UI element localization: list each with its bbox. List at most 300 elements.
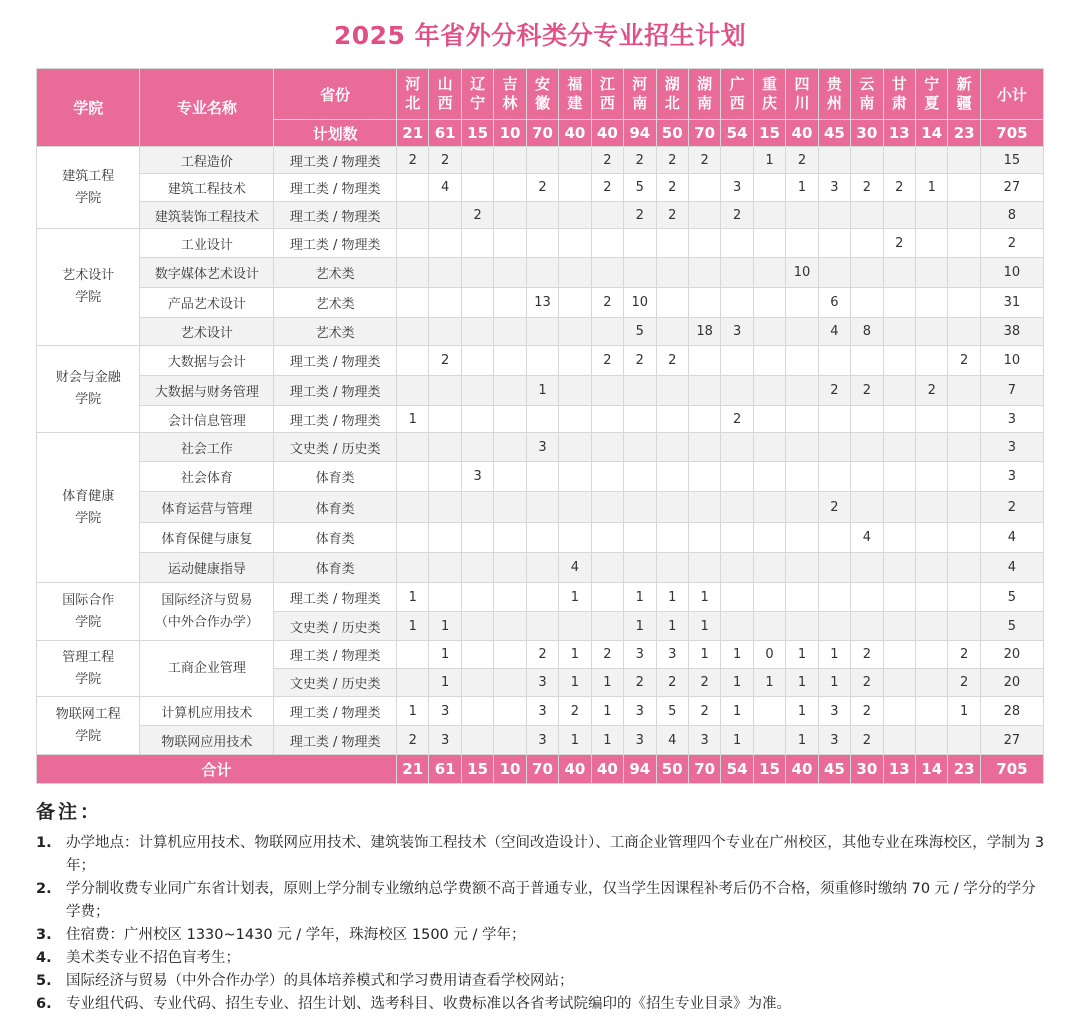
plan-cell	[429, 583, 461, 612]
plan-cell: 1	[624, 583, 656, 612]
plan-cell	[883, 376, 915, 406]
plan-cell: 1	[559, 583, 591, 612]
plan-cell	[656, 492, 688, 523]
plan-cell: 1	[688, 641, 720, 669]
major-name: 运动健康指导	[140, 553, 274, 583]
plan-cell	[786, 318, 818, 346]
note-text: 学分制收费专业同广东省计划表，原则上学分制专业缴纳总学费额不高于普通专业，仅当学生因课程补考后仍不合格，须重修时缴纳 70 元 / 学分的学分学费；	[66, 881, 1036, 920]
total-cell: 14	[916, 755, 948, 784]
plan-cell	[624, 553, 656, 583]
plan-cell: 3	[526, 669, 558, 697]
plan-cell	[461, 726, 493, 755]
row-subtotal: 5	[980, 612, 1043, 641]
plan-cell	[818, 523, 850, 553]
plan-cell: 1	[721, 641, 753, 669]
header-province	[818, 69, 850, 120]
plan-cell	[494, 288, 526, 318]
header-plan-count: 13	[883, 120, 915, 147]
province-char: 南	[632, 94, 648, 112]
plan-cell: 2	[397, 726, 429, 755]
header-plan-count: 54	[721, 120, 753, 147]
header-province	[624, 69, 656, 120]
header-province	[753, 69, 785, 120]
plan-cell	[688, 523, 720, 553]
plan-cell	[429, 406, 461, 433]
plan-cell	[559, 318, 591, 346]
plan-cell: 2	[851, 376, 883, 406]
province-char: 安	[534, 75, 550, 93]
plan-cell: 2	[688, 147, 720, 174]
plan-cell	[753, 318, 785, 346]
plan-cell	[559, 288, 591, 318]
province-char: 江	[599, 75, 615, 93]
plan-cell: 2	[948, 641, 980, 669]
table-row	[37, 462, 1044, 492]
province-char: 新	[956, 75, 972, 93]
plan-cell: 1	[721, 697, 753, 726]
plan-cell: 2	[559, 697, 591, 726]
header-province	[916, 69, 948, 120]
plan-cell: 2	[851, 726, 883, 755]
plan-cell	[916, 258, 948, 288]
plan-cell: 2	[591, 147, 623, 174]
plan-cell	[688, 462, 720, 492]
plan-cell: 3	[429, 697, 461, 726]
plan-cell	[721, 612, 753, 641]
plan-cell	[948, 202, 980, 229]
plan-cell	[948, 583, 980, 612]
table-row	[37, 641, 1044, 669]
plan-cell	[526, 346, 558, 376]
plan-cell	[397, 433, 429, 462]
plan-cell	[883, 697, 915, 726]
plan-cell	[688, 433, 720, 462]
subject-category: 艺术类	[274, 288, 397, 318]
plan-cell	[397, 492, 429, 523]
plan-cell: 2	[656, 147, 688, 174]
row-subtotal: 7	[980, 376, 1043, 406]
major-name: 建筑装饰工程技术	[140, 202, 274, 229]
plan-cell	[461, 697, 493, 726]
plan-cell	[429, 318, 461, 346]
major-name: 工程造价	[140, 147, 274, 174]
plan-cell: 1	[786, 641, 818, 669]
row-subtotal: 10	[980, 346, 1043, 376]
plan-cell: 3	[721, 318, 753, 346]
header-plan-count: 61	[429, 120, 461, 147]
header-plan-count: 23	[948, 120, 980, 147]
plan-cell	[494, 523, 526, 553]
province-char: 建	[567, 94, 583, 112]
plan-cell	[591, 229, 623, 258]
plan-cell	[559, 492, 591, 523]
plan-cell	[397, 202, 429, 229]
plan-cell	[591, 433, 623, 462]
notes-list	[36, 832, 1048, 1016]
province-char: 山	[437, 75, 453, 93]
note-number: 4.	[36, 950, 52, 966]
plan-cell: 3	[818, 697, 850, 726]
plan-cell: 1	[397, 697, 429, 726]
plan-cell	[461, 492, 493, 523]
table-row	[37, 376, 1044, 406]
plan-cell	[461, 523, 493, 553]
plan-cell	[851, 147, 883, 174]
plan-cell	[429, 433, 461, 462]
plan-cell	[397, 462, 429, 492]
header-plan-count: 94	[624, 120, 656, 147]
plan-cell	[883, 202, 915, 229]
province-char: 南	[859, 94, 875, 112]
subject-category: 体育类	[274, 492, 397, 523]
plan-cell	[721, 523, 753, 553]
row-subtotal: 4	[980, 523, 1043, 553]
plan-cell	[948, 258, 980, 288]
plan-cell	[688, 258, 720, 288]
plan-cell	[461, 346, 493, 376]
plan-cell: 4	[851, 523, 883, 553]
province-char: 宁	[470, 94, 486, 112]
plan-cell	[948, 612, 980, 641]
plan-cell: 2	[429, 147, 461, 174]
plan-cell: 10	[624, 288, 656, 318]
plan-cell	[656, 258, 688, 288]
plan-cell	[753, 726, 785, 755]
province-char: 庆	[762, 94, 778, 112]
plan-cell: 3	[429, 726, 461, 755]
plan-cell	[429, 202, 461, 229]
subject-category: 理工类 / 物理类	[274, 174, 397, 202]
header-province	[851, 69, 883, 120]
plan-cell	[883, 492, 915, 523]
header-province	[429, 69, 461, 120]
plan-cell: 1	[688, 612, 720, 641]
plan-cell: 1	[656, 612, 688, 641]
row-subtotal: 27	[980, 174, 1043, 202]
plan-cell	[494, 376, 526, 406]
plan-cell: 1	[429, 641, 461, 669]
plan-cell	[656, 406, 688, 433]
row-subtotal: 20	[980, 641, 1043, 669]
note-number: 3.	[36, 927, 52, 943]
plan-cell	[883, 462, 915, 492]
plan-cell	[559, 147, 591, 174]
plan-cell: 1	[429, 669, 461, 697]
college-name: 国际合作 学院	[37, 583, 140, 641]
province-char: 河	[405, 75, 421, 93]
header-province	[526, 69, 558, 120]
header-plan-count: 15	[461, 120, 493, 147]
plan-cell	[461, 174, 493, 202]
plan-cell	[591, 318, 623, 346]
plan-cell	[656, 288, 688, 318]
province-char: 福	[567, 75, 583, 93]
note-item	[36, 878, 1048, 924]
plan-cell	[916, 583, 948, 612]
total-cell: 15	[753, 755, 785, 784]
plan-cell	[559, 258, 591, 288]
plan-cell	[786, 229, 818, 258]
plan-cell	[916, 462, 948, 492]
plan-cell	[559, 433, 591, 462]
plan-cell	[688, 229, 720, 258]
plan-cell	[916, 726, 948, 755]
plan-cell: 2	[916, 376, 948, 406]
plan-cell: 2	[591, 288, 623, 318]
major-name: 产品艺术设计	[140, 288, 274, 318]
major-name: 物联网应用技术	[140, 726, 274, 755]
plan-cell	[397, 553, 429, 583]
plan-cell	[559, 612, 591, 641]
total-cell: 15	[461, 755, 493, 784]
plan-cell	[721, 288, 753, 318]
plan-cell	[397, 346, 429, 376]
plan-cell	[526, 229, 558, 258]
header-province	[559, 69, 591, 120]
plan-cell: 1	[818, 641, 850, 669]
plan-cell	[656, 462, 688, 492]
plan-cell	[916, 229, 948, 258]
major-name: 数字媒体艺术设计	[140, 258, 274, 288]
total-cell: 40	[786, 755, 818, 784]
plan-cell	[818, 229, 850, 258]
province-char: 湖	[697, 75, 713, 93]
plan-cell	[753, 697, 785, 726]
note-text: 专业组代码、专业代码、招生专业、招生计划、选考科目、收费标准以各省考试院编印的《招生专业目录》为准。	[66, 996, 791, 1012]
plan-cell: 2	[656, 669, 688, 697]
plan-cell: 2	[721, 406, 753, 433]
plan-cell	[948, 318, 980, 346]
plan-cell	[494, 406, 526, 433]
plan-cell	[786, 612, 818, 641]
major-name: 体育运营与管理	[140, 492, 274, 523]
plan-cell: 1	[721, 669, 753, 697]
college-name: 管理工程 学院	[37, 641, 140, 697]
province-char: 广	[729, 75, 745, 93]
province-char: 辽	[470, 75, 486, 93]
plan-cell	[818, 612, 850, 641]
plan-cell	[624, 462, 656, 492]
plan-cell	[948, 147, 980, 174]
plan-cell: 2	[526, 174, 558, 202]
plan-cell: 3	[526, 433, 558, 462]
plan-cell: 2	[656, 202, 688, 229]
header-plan-count: 45	[818, 120, 850, 147]
plan-cell: 3	[461, 462, 493, 492]
subject-category: 艺术类	[274, 258, 397, 288]
row-subtotal: 2	[980, 229, 1043, 258]
plan-cell	[461, 258, 493, 288]
plan-cell: 1	[591, 669, 623, 697]
plan-cell	[591, 612, 623, 641]
plan-cell: 1	[948, 697, 980, 726]
header-plan-count: 70	[526, 120, 558, 147]
plan-cell	[429, 492, 461, 523]
plan-cell: 2	[948, 669, 980, 697]
plan-cell: 10	[786, 258, 818, 288]
plan-cell	[494, 583, 526, 612]
subject-category: 文史类 / 历史类	[274, 669, 397, 697]
table-row	[37, 147, 1044, 174]
plan-cell	[526, 258, 558, 288]
plan-cell	[851, 553, 883, 583]
total-cell: 70	[688, 755, 720, 784]
college-name: 财会与金融 学院	[37, 346, 140, 433]
plan-cell	[916, 147, 948, 174]
table-row	[37, 202, 1044, 229]
plan-cell	[786, 492, 818, 523]
header-province	[494, 69, 526, 120]
plan-cell: 1	[624, 612, 656, 641]
plan-cell	[851, 288, 883, 318]
plan-cell	[429, 462, 461, 492]
enrollment-plan-table	[36, 68, 1044, 784]
plan-cell	[753, 433, 785, 462]
plan-cell: 2	[429, 346, 461, 376]
plan-cell	[753, 612, 785, 641]
plan-cell	[753, 346, 785, 376]
table-row	[37, 433, 1044, 462]
plan-cell	[526, 583, 558, 612]
plan-cell: 2	[688, 697, 720, 726]
table-row	[37, 258, 1044, 288]
table-row	[37, 697, 1044, 726]
plan-cell	[526, 202, 558, 229]
subject-category: 艺术类	[274, 318, 397, 346]
plan-cell	[851, 583, 883, 612]
plan-cell	[818, 553, 850, 583]
note-number: 5.	[36, 973, 52, 989]
plan-cell: 4	[656, 726, 688, 755]
plan-cell	[786, 202, 818, 229]
plan-cell	[688, 492, 720, 523]
plan-cell: 2	[624, 669, 656, 697]
plan-cell	[624, 492, 656, 523]
total-cell: 94	[624, 755, 656, 784]
plan-cell	[948, 376, 980, 406]
plan-cell	[786, 583, 818, 612]
plan-cell	[721, 553, 753, 583]
major-name: 社会体育	[140, 462, 274, 492]
plan-cell	[883, 583, 915, 612]
plan-cell	[916, 523, 948, 553]
row-subtotal: 8	[980, 202, 1043, 229]
plan-cell	[916, 318, 948, 346]
table-row	[37, 726, 1044, 755]
plan-cell	[883, 612, 915, 641]
plan-cell	[883, 318, 915, 346]
major-name: 计算机应用技术	[140, 697, 274, 726]
plan-cell	[818, 202, 850, 229]
plan-cell	[851, 462, 883, 492]
plan-cell: 3	[526, 726, 558, 755]
total-cell: 13	[883, 755, 915, 784]
plan-cell	[494, 612, 526, 641]
plan-cell	[461, 433, 493, 462]
subject-category: 体育类	[274, 462, 397, 492]
plan-cell	[591, 462, 623, 492]
plan-cell: 1	[688, 583, 720, 612]
plan-cell	[916, 669, 948, 697]
plan-cell: 1	[559, 641, 591, 669]
plan-cell	[721, 433, 753, 462]
plan-cell	[397, 288, 429, 318]
plan-cell	[753, 462, 785, 492]
plan-cell: 5	[656, 697, 688, 726]
major-name: 体育保健与康复	[140, 523, 274, 553]
header-plan-count: 70	[688, 120, 720, 147]
plan-cell	[461, 612, 493, 641]
plan-cell	[948, 523, 980, 553]
plan-cell	[591, 583, 623, 612]
plan-cell	[461, 147, 493, 174]
plan-cell: 1	[526, 376, 558, 406]
plan-cell	[526, 147, 558, 174]
plan-cell	[559, 406, 591, 433]
plan-cell	[851, 612, 883, 641]
plan-cell	[721, 376, 753, 406]
plan-cell: 1	[753, 147, 785, 174]
plan-cell: 1	[591, 726, 623, 755]
plan-cell	[883, 258, 915, 288]
plan-cell	[753, 376, 785, 406]
plan-cell	[397, 523, 429, 553]
plan-cell: 2	[851, 669, 883, 697]
plan-cell	[948, 229, 980, 258]
plan-cell	[461, 669, 493, 697]
plan-cell	[721, 229, 753, 258]
plan-cell	[461, 553, 493, 583]
plan-cell	[753, 202, 785, 229]
plan-cell: 1	[786, 726, 818, 755]
province-char: 北	[664, 94, 680, 112]
plan-cell: 1	[397, 612, 429, 641]
plan-cell	[786, 433, 818, 462]
header-plan-count: 40	[591, 120, 623, 147]
plan-cell: 2	[591, 346, 623, 376]
plan-cell	[461, 583, 493, 612]
page-title: 2025 年省外分科类分专业招生计划	[333, 21, 747, 50]
plan-cell: 5	[624, 174, 656, 202]
plan-cell	[883, 147, 915, 174]
plan-cell	[656, 229, 688, 258]
plan-cell: 2	[397, 147, 429, 174]
plan-cell	[721, 258, 753, 288]
plan-cell	[753, 174, 785, 202]
total-cell: 40	[591, 755, 623, 784]
plan-cell: 1	[656, 583, 688, 612]
plan-cell	[624, 523, 656, 553]
plan-cell	[948, 726, 980, 755]
plan-cell: 2	[591, 174, 623, 202]
plan-cell	[948, 433, 980, 462]
plan-cell	[397, 258, 429, 288]
college-name: 建筑工程 学院	[37, 147, 140, 229]
plan-cell	[461, 229, 493, 258]
plan-cell: 1	[786, 174, 818, 202]
plan-cell	[721, 462, 753, 492]
total-cell: 10	[494, 755, 526, 784]
subject-category: 理工类 / 物理类	[274, 202, 397, 229]
plan-cell: 2	[591, 641, 623, 669]
total-cell: 61	[429, 755, 461, 784]
plan-cell: 1	[397, 406, 429, 433]
plan-cell	[397, 229, 429, 258]
plan-cell: 2	[461, 202, 493, 229]
plan-cell	[494, 346, 526, 376]
table-row	[37, 229, 1044, 258]
plan-cell	[559, 376, 591, 406]
